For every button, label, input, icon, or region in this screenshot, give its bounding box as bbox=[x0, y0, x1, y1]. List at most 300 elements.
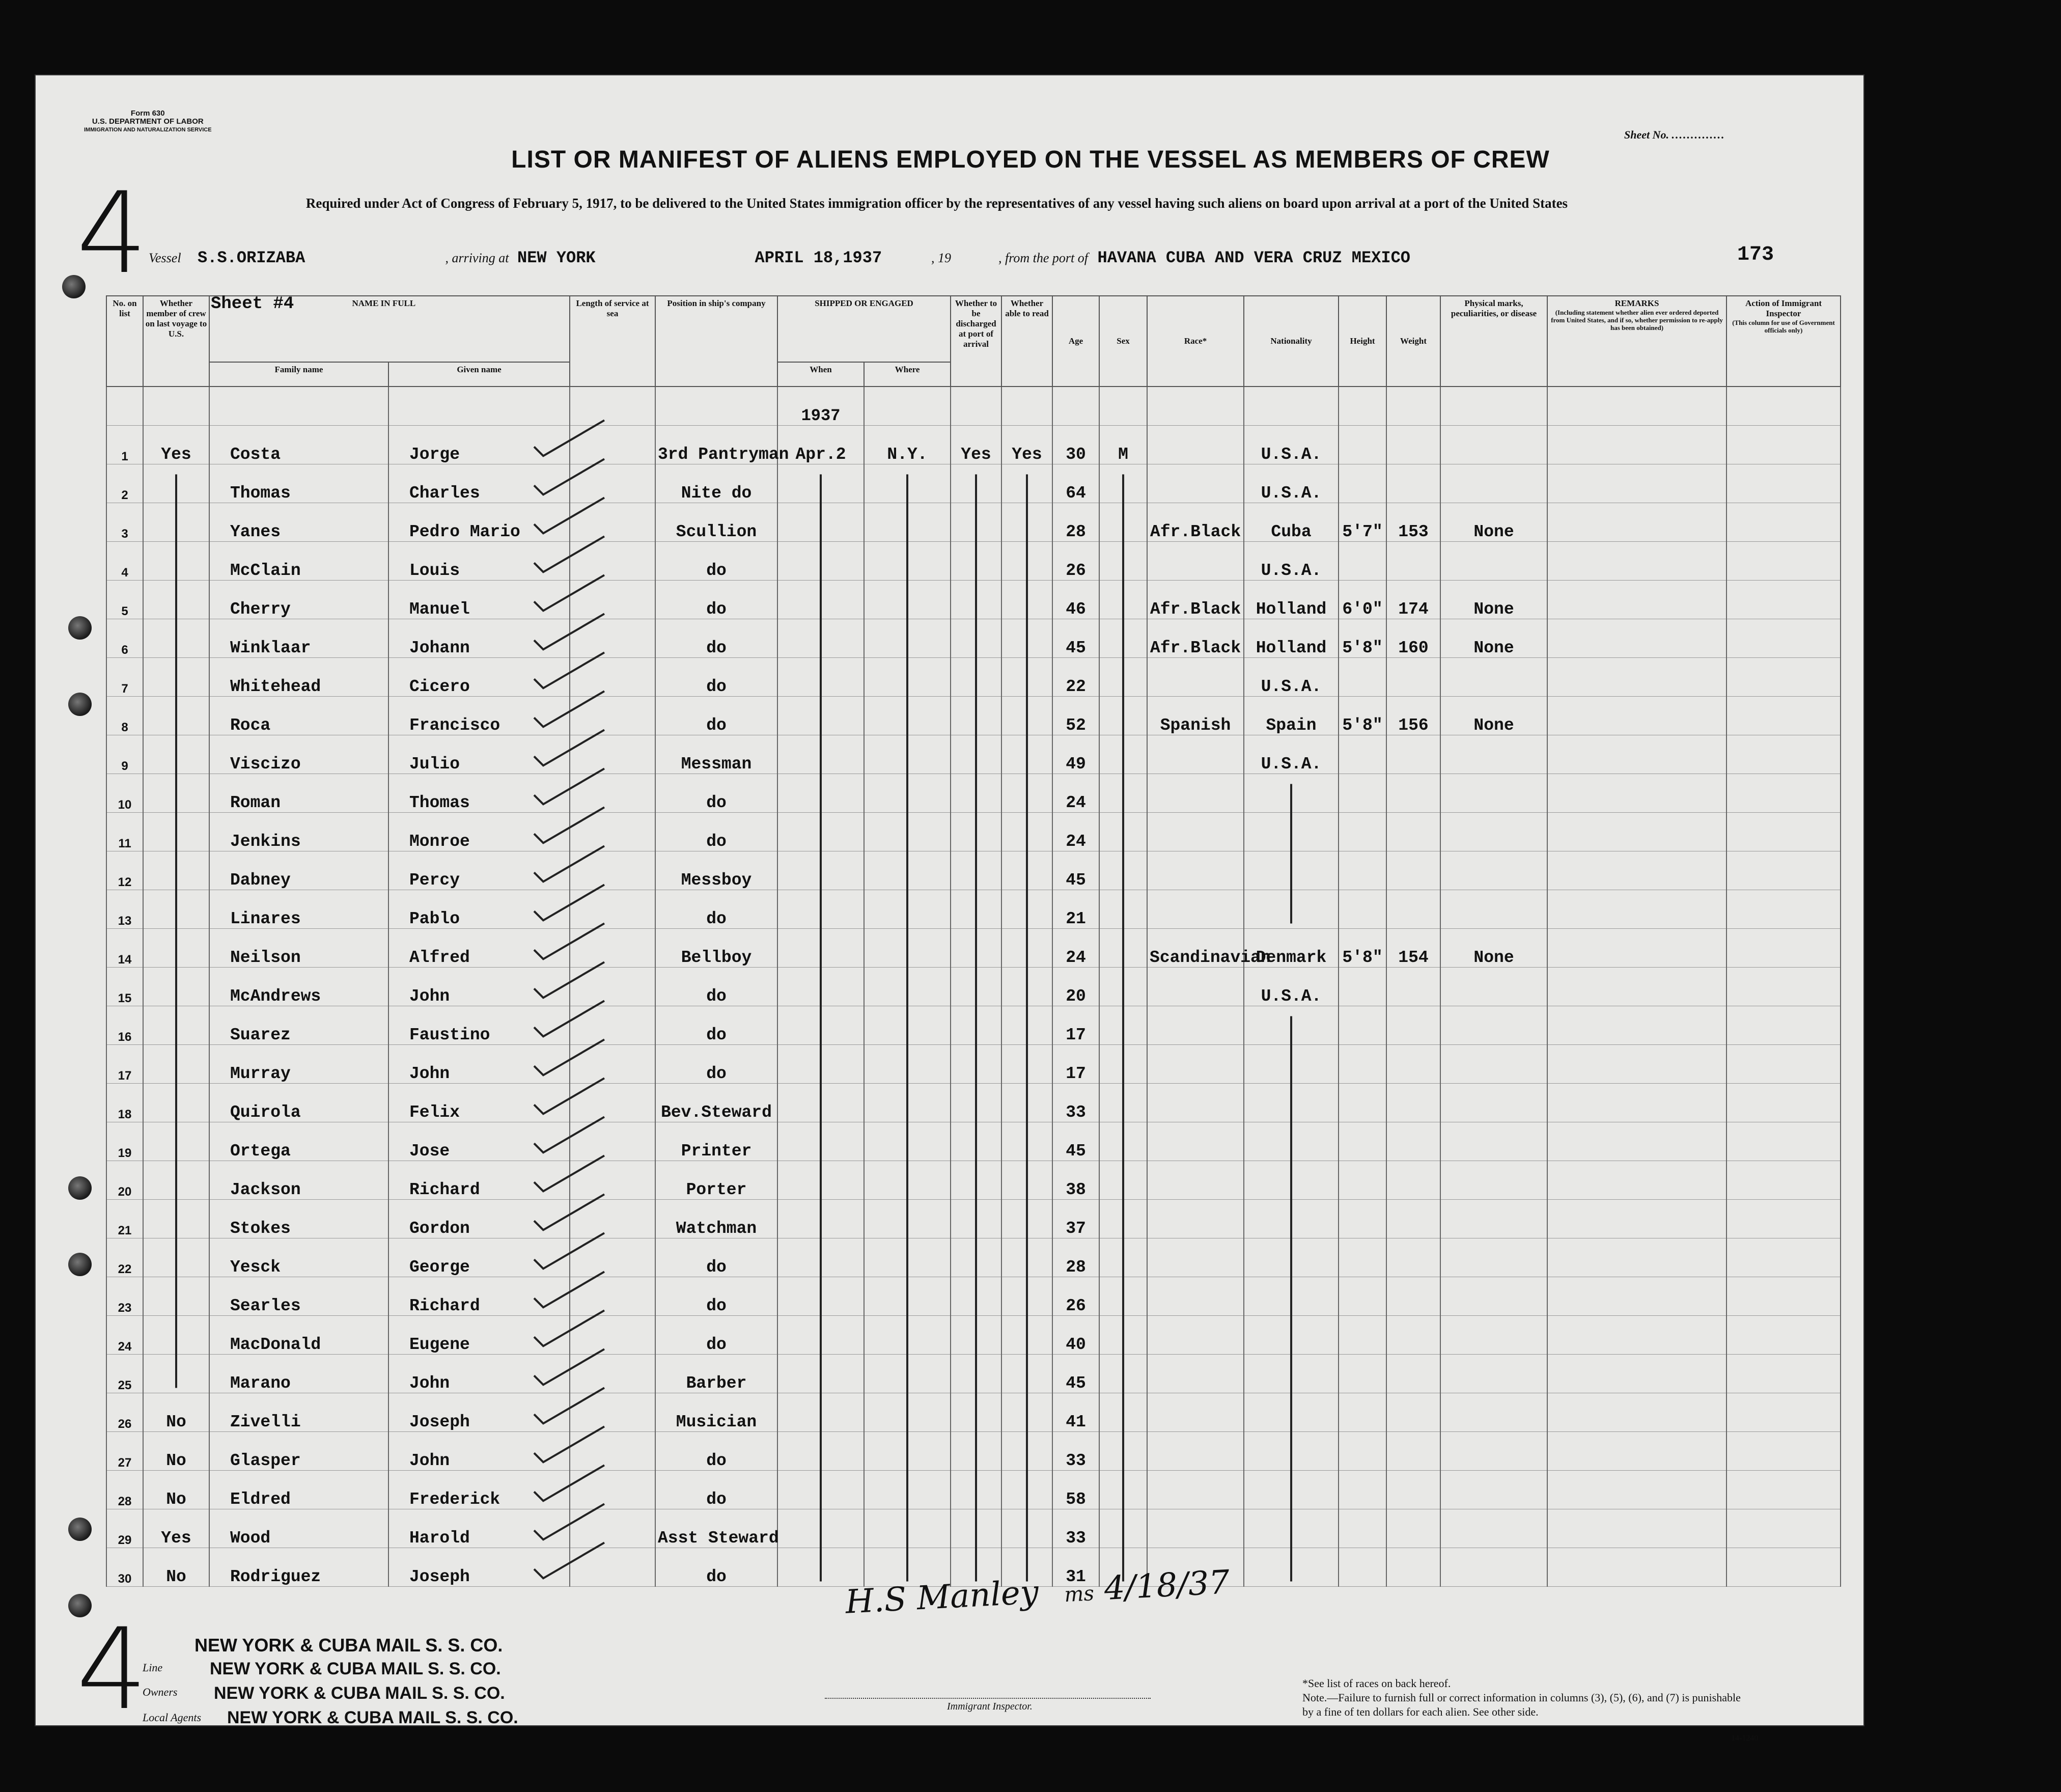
row-number: 23 bbox=[106, 1277, 143, 1316]
margin-sheet-number-bottom: 4 bbox=[76, 1604, 148, 1734]
sex bbox=[1099, 1084, 1147, 1122]
sex bbox=[1099, 697, 1147, 735]
height bbox=[1339, 1238, 1386, 1277]
shipped-where bbox=[864, 464, 951, 503]
nationality bbox=[1244, 1548, 1339, 1587]
table-row bbox=[106, 503, 1841, 542]
sex bbox=[1099, 1122, 1147, 1161]
discharged bbox=[951, 1122, 1001, 1161]
able-to-read bbox=[1001, 774, 1052, 813]
col-given-name: Given name bbox=[388, 362, 570, 387]
physical-marks bbox=[1440, 1471, 1547, 1509]
shipped-where bbox=[864, 890, 951, 929]
prev-voyage bbox=[143, 1316, 209, 1355]
table-row bbox=[106, 1471, 1841, 1509]
height: 5'8" bbox=[1339, 929, 1386, 968]
sex bbox=[1099, 813, 1147, 851]
nationality: U.S.A. bbox=[1244, 426, 1339, 464]
family-name: Neilson bbox=[209, 929, 388, 968]
weight bbox=[1386, 1316, 1440, 1355]
family-name: Ortega bbox=[209, 1122, 388, 1161]
shipped-when bbox=[777, 1277, 864, 1316]
discharged bbox=[951, 1238, 1001, 1277]
height bbox=[1339, 426, 1386, 464]
shipped-when bbox=[777, 1509, 864, 1548]
inspector-action bbox=[1726, 1045, 1841, 1084]
length-of-service bbox=[570, 697, 655, 735]
inspector-action bbox=[1726, 1200, 1841, 1238]
nationality: U.S.A. bbox=[1244, 542, 1339, 581]
family-name: Wood bbox=[209, 1509, 388, 1548]
physical-marks: None bbox=[1440, 503, 1547, 542]
family-name: Thomas bbox=[209, 464, 388, 503]
shipped-when bbox=[777, 658, 864, 697]
height bbox=[1339, 1548, 1386, 1587]
age: 46 bbox=[1052, 581, 1099, 619]
prev-voyage bbox=[143, 851, 209, 890]
weight bbox=[1386, 1122, 1440, 1161]
shipped-when bbox=[777, 1122, 864, 1161]
company-name: NEW YORK & CUBA MAIL S. S. CO. bbox=[194, 1635, 503, 1656]
able-to-read bbox=[1001, 851, 1052, 890]
age: 37 bbox=[1052, 1200, 1099, 1238]
family-name: Murray bbox=[209, 1045, 388, 1084]
family-name: Suarez bbox=[209, 1006, 388, 1045]
physical-marks bbox=[1440, 774, 1547, 813]
age: 26 bbox=[1052, 1277, 1099, 1316]
position: Asst Steward bbox=[655, 1509, 777, 1548]
col-discharged: Whether to be discharged at port of arrival bbox=[951, 296, 1001, 387]
shipped-where bbox=[864, 1161, 951, 1200]
able-to-read: Yes bbox=[1001, 426, 1052, 464]
physical-marks: None bbox=[1440, 581, 1547, 619]
vessel-line: Vessel S.S.ORIZABA , arriving at NEW YORK APRIL 18,1937 , 19 , from the port of HAVANA CUBA AND VERA CRUZ MEXICO bbox=[149, 249, 1410, 267]
arrival-port: NEW YORK bbox=[517, 249, 596, 267]
discharged bbox=[951, 1006, 1001, 1045]
discharged bbox=[951, 1393, 1001, 1432]
age: 17 bbox=[1052, 1006, 1099, 1045]
col-height: Height bbox=[1339, 296, 1386, 387]
inspector-action bbox=[1726, 1277, 1841, 1316]
table-row bbox=[106, 1238, 1841, 1277]
weight: 153 bbox=[1386, 503, 1440, 542]
family-name: Searles bbox=[209, 1277, 388, 1316]
table-row bbox=[106, 1509, 1841, 1548]
races-note: *See list of races on back hereof. bbox=[1302, 1677, 1451, 1690]
row-number: 1 bbox=[106, 426, 143, 464]
prev-voyage bbox=[143, 542, 209, 581]
inspector-label: Immigrant Inspector. bbox=[947, 1701, 1033, 1712]
age: 28 bbox=[1052, 503, 1099, 542]
page-subtitle: Required under Act of Congress of February 5, 1917, to be delivered to the United States immigration officer by the representatives of any vessel having such aliens on board upon arrival at a port of the United States bbox=[305, 196, 1568, 211]
table-row bbox=[106, 1045, 1841, 1084]
weight bbox=[1386, 1161, 1440, 1200]
shipped-when bbox=[777, 735, 864, 774]
physical-marks bbox=[1440, 968, 1547, 1006]
length-of-service bbox=[570, 1548, 655, 1587]
sheet-label: Sheet #4 bbox=[211, 294, 294, 314]
discharged bbox=[951, 1161, 1001, 1200]
row-number: 25 bbox=[106, 1355, 143, 1393]
given-name: Faustino bbox=[388, 1006, 570, 1045]
table-row bbox=[106, 542, 1841, 581]
able-to-read bbox=[1001, 542, 1052, 581]
table-row bbox=[106, 968, 1841, 1006]
height bbox=[1339, 774, 1386, 813]
inspector-action bbox=[1726, 1122, 1841, 1161]
discharged bbox=[951, 968, 1001, 1006]
physical-marks bbox=[1440, 1045, 1547, 1084]
position: Scullion bbox=[655, 503, 777, 542]
sex bbox=[1099, 1045, 1147, 1084]
position: do bbox=[655, 658, 777, 697]
nationality: Holland bbox=[1244, 619, 1339, 658]
able-to-read bbox=[1001, 813, 1052, 851]
col-name-in-full: Sheet #4 NAME IN FULL bbox=[209, 296, 570, 362]
nationality bbox=[1244, 1122, 1339, 1161]
shipped-when bbox=[777, 1084, 864, 1122]
sex bbox=[1099, 851, 1147, 890]
prev-voyage: Yes bbox=[143, 426, 209, 464]
table-row bbox=[106, 735, 1841, 774]
nationality: U.S.A. bbox=[1244, 658, 1339, 697]
given-name: Alfred bbox=[388, 929, 570, 968]
remarks bbox=[1547, 542, 1726, 581]
remarks bbox=[1547, 1355, 1726, 1393]
discharged bbox=[951, 813, 1001, 851]
race bbox=[1147, 542, 1244, 581]
weight bbox=[1386, 1277, 1440, 1316]
shipped-where bbox=[864, 1006, 951, 1045]
weight: 154 bbox=[1386, 929, 1440, 968]
penalty-note: Note.—Failure to furnish full or correct information in columns (3), (5), (6), and (7) is punishable by a fine of ten dollars for each alien. See other side. bbox=[1302, 1691, 1741, 1718]
year-note: 1937 bbox=[777, 387, 864, 426]
col-sex: Sex bbox=[1099, 296, 1147, 387]
given-name: Eugene bbox=[388, 1316, 570, 1355]
col-inspector-action: Action of Immigrant Inspector (This column for use of Government officials only) bbox=[1726, 296, 1841, 387]
weight bbox=[1386, 1548, 1440, 1587]
height bbox=[1339, 1355, 1386, 1393]
height bbox=[1339, 1509, 1386, 1548]
nationality: Cuba bbox=[1244, 503, 1339, 542]
able-to-read bbox=[1001, 697, 1052, 735]
sex bbox=[1099, 1509, 1147, 1548]
prev-voyage bbox=[143, 581, 209, 619]
remarks bbox=[1547, 774, 1726, 813]
table-row bbox=[106, 813, 1841, 851]
sex bbox=[1099, 1277, 1147, 1316]
race bbox=[1147, 1200, 1244, 1238]
nationality bbox=[1244, 1200, 1339, 1238]
row-number: 12 bbox=[106, 851, 143, 890]
sex bbox=[1099, 1316, 1147, 1355]
height: 5'8" bbox=[1339, 619, 1386, 658]
shipped-when bbox=[777, 619, 864, 658]
remarks bbox=[1547, 1509, 1726, 1548]
position: do bbox=[655, 1238, 777, 1277]
discharged bbox=[951, 735, 1001, 774]
family-name: McClain bbox=[209, 542, 388, 581]
position: do bbox=[655, 619, 777, 658]
height bbox=[1339, 1277, 1386, 1316]
given-name: Jose bbox=[388, 1122, 570, 1161]
punch-hole bbox=[68, 1253, 92, 1276]
given-name: Joseph bbox=[388, 1393, 570, 1432]
race bbox=[1147, 1122, 1244, 1161]
remarks bbox=[1547, 1316, 1726, 1355]
race bbox=[1147, 1006, 1244, 1045]
line-label: Line bbox=[143, 1661, 163, 1674]
given-name: John bbox=[388, 1045, 570, 1084]
age: 45 bbox=[1052, 619, 1099, 658]
length-of-service bbox=[570, 1316, 655, 1355]
discharged bbox=[951, 581, 1001, 619]
length-of-service bbox=[570, 1006, 655, 1045]
prev-voyage bbox=[143, 1200, 209, 1238]
table-row bbox=[106, 1122, 1841, 1161]
prev-voyage: Yes bbox=[143, 1509, 209, 1548]
physical-marks bbox=[1440, 658, 1547, 697]
sex bbox=[1099, 1200, 1147, 1238]
physical-marks: None bbox=[1440, 697, 1547, 735]
weight bbox=[1386, 1355, 1440, 1393]
able-to-read bbox=[1001, 1200, 1052, 1238]
height bbox=[1339, 1006, 1386, 1045]
remarks bbox=[1547, 1084, 1726, 1122]
sex bbox=[1099, 542, 1147, 581]
discharged bbox=[951, 1432, 1001, 1471]
inspector-sig-line bbox=[825, 1698, 1151, 1699]
shipped-where bbox=[864, 542, 951, 581]
height bbox=[1339, 735, 1386, 774]
table-row bbox=[106, 1277, 1841, 1316]
prev-voyage bbox=[143, 1161, 209, 1200]
inspector-action bbox=[1726, 1432, 1841, 1471]
row-number: 4 bbox=[106, 542, 143, 581]
remarks bbox=[1547, 581, 1726, 619]
table-row bbox=[106, 851, 1841, 890]
prev-voyage bbox=[143, 658, 209, 697]
remarks bbox=[1547, 851, 1726, 890]
remarks-note: (Including statement whether alien ever ordered deported from United States, and if so, whether permission to re-apply has been obtained) bbox=[1551, 309, 1723, 332]
given-name: Charles bbox=[388, 464, 570, 503]
height bbox=[1339, 1161, 1386, 1200]
table-row bbox=[106, 619, 1841, 658]
weight bbox=[1386, 1045, 1440, 1084]
length-of-service bbox=[570, 1393, 655, 1432]
age: 33 bbox=[1052, 1432, 1099, 1471]
family-name: Costa bbox=[209, 426, 388, 464]
age: 17 bbox=[1052, 1045, 1099, 1084]
position: do bbox=[655, 697, 777, 735]
able-to-read bbox=[1001, 1277, 1052, 1316]
race bbox=[1147, 658, 1244, 697]
shipped-when bbox=[777, 851, 864, 890]
shipped-where bbox=[864, 697, 951, 735]
shipped-when bbox=[777, 1548, 864, 1587]
inspector-action bbox=[1726, 1084, 1841, 1122]
position: Nite do bbox=[655, 464, 777, 503]
table-row bbox=[106, 1006, 1841, 1045]
race bbox=[1147, 1393, 1244, 1432]
length-of-service bbox=[570, 735, 655, 774]
shipped-when: Apr.2 bbox=[777, 426, 864, 464]
sex bbox=[1099, 581, 1147, 619]
position: do bbox=[655, 1471, 777, 1509]
given-name: Felix bbox=[388, 1084, 570, 1122]
remarks bbox=[1547, 1122, 1726, 1161]
length-of-service bbox=[570, 774, 655, 813]
shipped-when bbox=[777, 464, 864, 503]
age: 21 bbox=[1052, 890, 1099, 929]
position: Bellboy bbox=[655, 929, 777, 968]
nationality bbox=[1244, 1393, 1339, 1432]
race bbox=[1147, 1509, 1244, 1548]
nationality bbox=[1244, 1084, 1339, 1122]
crew-rows bbox=[106, 387, 1841, 1587]
nationality bbox=[1244, 1432, 1339, 1471]
row-number: 20 bbox=[106, 1161, 143, 1200]
row-number: 28 bbox=[106, 1471, 143, 1509]
family-name: Cherry bbox=[209, 581, 388, 619]
height bbox=[1339, 890, 1386, 929]
prev-voyage bbox=[143, 1122, 209, 1161]
sex bbox=[1099, 735, 1147, 774]
inspector-action bbox=[1726, 464, 1841, 503]
nationality: U.S.A. bbox=[1244, 735, 1339, 774]
weight bbox=[1386, 542, 1440, 581]
length-of-service bbox=[570, 1084, 655, 1122]
able-to-read bbox=[1001, 1161, 1052, 1200]
physical-marks bbox=[1440, 1122, 1547, 1161]
remarks bbox=[1547, 1045, 1726, 1084]
prev-voyage bbox=[143, 503, 209, 542]
age: 49 bbox=[1052, 735, 1099, 774]
shipped-when bbox=[777, 1006, 864, 1045]
discharged bbox=[951, 1277, 1001, 1316]
weight bbox=[1386, 851, 1440, 890]
length-of-service bbox=[570, 1200, 655, 1238]
physical-marks bbox=[1440, 851, 1547, 890]
family-name: Yanes bbox=[209, 503, 388, 542]
prev-voyage bbox=[143, 1006, 209, 1045]
row-number: 2 bbox=[106, 464, 143, 503]
given-name: Julio bbox=[388, 735, 570, 774]
sex bbox=[1099, 890, 1147, 929]
given-name: John bbox=[388, 968, 570, 1006]
age: 24 bbox=[1052, 929, 1099, 968]
inspector-action bbox=[1726, 1393, 1841, 1432]
sex bbox=[1099, 503, 1147, 542]
position: Barber bbox=[655, 1355, 777, 1393]
race bbox=[1147, 1084, 1244, 1122]
age: 26 bbox=[1052, 542, 1099, 581]
physical-marks bbox=[1440, 1548, 1547, 1587]
sex bbox=[1099, 1471, 1147, 1509]
shipped-where bbox=[864, 1045, 951, 1084]
row-number: 26 bbox=[106, 1393, 143, 1432]
remarks bbox=[1547, 1238, 1726, 1277]
shipped-where: N.Y. bbox=[864, 426, 951, 464]
position: do bbox=[655, 813, 777, 851]
nationality: Denmark bbox=[1244, 929, 1339, 968]
form-number: Form 630 bbox=[130, 109, 165, 118]
row-number: 5 bbox=[106, 581, 143, 619]
race bbox=[1147, 968, 1244, 1006]
remarks bbox=[1547, 1432, 1726, 1471]
col-where: Where bbox=[864, 362, 951, 387]
position: Watchman bbox=[655, 1200, 777, 1238]
weight bbox=[1386, 890, 1440, 929]
sex bbox=[1099, 1161, 1147, 1200]
length-of-service bbox=[570, 1161, 655, 1200]
race bbox=[1147, 1471, 1244, 1509]
race bbox=[1147, 890, 1244, 929]
able-to-read bbox=[1001, 1471, 1052, 1509]
able-to-read bbox=[1001, 464, 1052, 503]
shipped-when bbox=[777, 503, 864, 542]
nationality bbox=[1244, 813, 1339, 851]
col-length-of-service: Length of service at sea bbox=[570, 296, 655, 387]
nationality: Spain bbox=[1244, 697, 1339, 735]
remarks bbox=[1547, 735, 1726, 774]
col-race: Race* bbox=[1147, 296, 1244, 387]
shipped-when bbox=[777, 774, 864, 813]
table-row bbox=[106, 426, 1841, 464]
discharged bbox=[951, 697, 1001, 735]
age: 40 bbox=[1052, 1316, 1099, 1355]
age: 24 bbox=[1052, 813, 1099, 851]
length-of-service bbox=[570, 968, 655, 1006]
shipped-where bbox=[864, 1122, 951, 1161]
nationality bbox=[1244, 890, 1339, 929]
length-of-service bbox=[570, 503, 655, 542]
shipped-where bbox=[864, 1432, 951, 1471]
height bbox=[1339, 1084, 1386, 1122]
able-to-read bbox=[1001, 1432, 1052, 1471]
physical-marks bbox=[1440, 1084, 1547, 1122]
family-name: McAndrews bbox=[209, 968, 388, 1006]
given-name: Percy bbox=[388, 851, 570, 890]
position: do bbox=[655, 1432, 777, 1471]
physical-marks bbox=[1440, 1200, 1547, 1238]
nationality bbox=[1244, 1471, 1339, 1509]
position: do bbox=[655, 1045, 777, 1084]
race bbox=[1147, 735, 1244, 774]
race bbox=[1147, 851, 1244, 890]
row-number: 18 bbox=[106, 1084, 143, 1122]
row-number: 11 bbox=[106, 813, 143, 851]
position: do bbox=[655, 1277, 777, 1316]
age: 38 bbox=[1052, 1161, 1099, 1200]
age: 31 bbox=[1052, 1548, 1099, 1587]
shipped-where bbox=[864, 1316, 951, 1355]
height bbox=[1339, 1471, 1386, 1509]
nationality bbox=[1244, 1161, 1339, 1200]
given-name: Pablo bbox=[388, 890, 570, 929]
position: 3rd Pantryman bbox=[655, 426, 777, 464]
length-of-service bbox=[570, 1509, 655, 1548]
shipped-where bbox=[864, 581, 951, 619]
weight: 156 bbox=[1386, 697, 1440, 735]
physical-marks bbox=[1440, 1238, 1547, 1277]
race bbox=[1147, 1355, 1244, 1393]
physical-marks bbox=[1440, 1006, 1547, 1045]
able-to-read bbox=[1001, 503, 1052, 542]
departure-port: HAVANA CUBA AND VERA CRUZ MEXICO bbox=[1097, 249, 1410, 267]
able-to-read bbox=[1001, 929, 1052, 968]
shipped-where bbox=[864, 503, 951, 542]
